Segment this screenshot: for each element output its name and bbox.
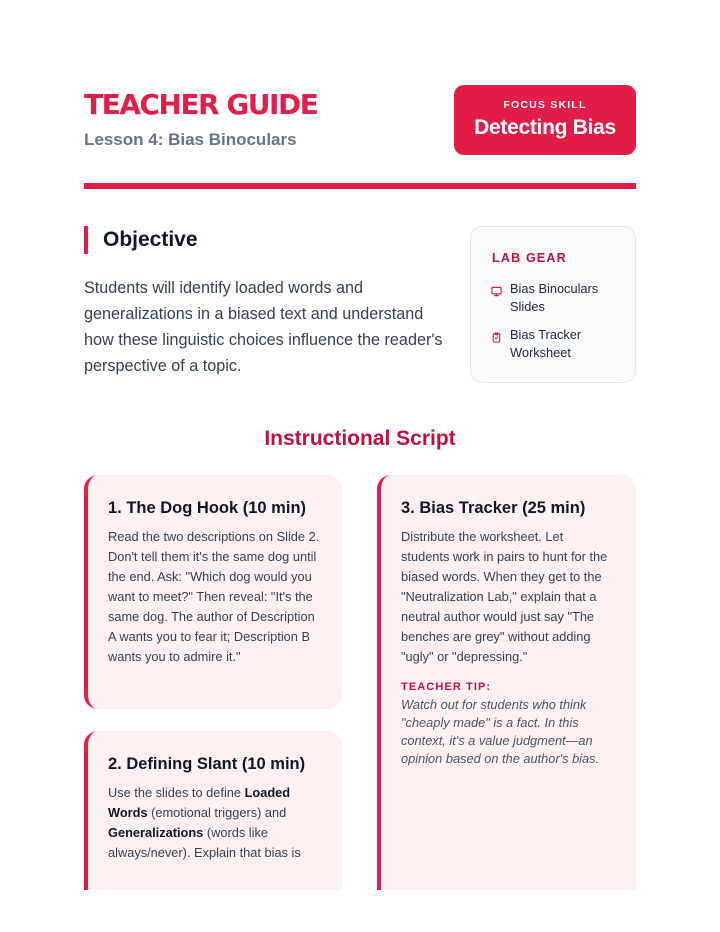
teacher-tip-label: TEACHER TIP:: [401, 681, 492, 693]
lab-gear-item-worksheet: [491, 326, 626, 362]
objective-text: Students will identify loaded words and generalizations in a biased text and understand how these linguistic choices influence the reader's perspective of a topic.: [84, 279, 443, 375]
text-segment: (words like always/never). Explain that bias is: [108, 825, 301, 860]
card-title: 1. The Dog Hook (10 min): [108, 499, 307, 517]
lab-gear-item-label: Bias Tracker Worksheet: [510, 327, 582, 360]
header: [84, 86, 636, 158]
header-divider: [84, 183, 636, 189]
focus-skill-badge: [454, 85, 636, 155]
script-card-dog-hook: [84, 475, 342, 709]
card-text: Read the two descriptions on Slide 2. Don't tell them it's the same dog until the end. Ask: "Which dog would you want to meet?" Then reveal: "It's the same dog. The author of Description A wants you to fear it; Description B wants you to admire it.": [108, 529, 320, 664]
term-generalizations: Generalizations: [108, 825, 204, 840]
term-loaded-words: Loaded Words: [108, 785, 291, 820]
clipboard-check-icon: [491, 332, 502, 343]
lab-gear-panel: [470, 226, 636, 383]
card-title: 2. Defining Slant (10 min): [108, 755, 306, 773]
instructional-script-heading: Instructional Script: [264, 427, 456, 450]
lesson-subtitle: Lesson 4: Bias Binoculars: [84, 130, 297, 149]
teacher-tip-text: Watch out for students who think "cheaply made" is a fact. In this context, it's a value judgment—an opinion based on the author's bias.: [401, 697, 600, 766]
page-title: TEACHER GUIDE: [84, 88, 318, 121]
text-segment: (emotional triggers) and: [147, 805, 287, 820]
lab-gear-title: LAB GEAR: [492, 251, 567, 265]
script-card-bias-tracker: [377, 475, 636, 890]
card-title: 3. Bias Tracker (25 min): [401, 499, 586, 517]
objective-heading: Objective: [84, 226, 198, 254]
lab-gear-item-label: Bias Binoculars Slides: [510, 281, 599, 314]
text-segment: Use the slides to define: [108, 785, 245, 800]
lab-gear-item-slides: [491, 280, 626, 316]
card-text: Distribute the worksheet. Let students work in pairs to hunt for the biased words. When they get to the "Neutralization Lab," explain that a neutral author would just say "The benches are grey" without adding "ugly" or "depressing.": [401, 529, 608, 664]
focus-skill-label: FOCUS SKILL: [503, 99, 587, 111]
card-text: [108, 783, 320, 863]
focus-skill-value: Detecting Bias: [474, 116, 616, 139]
script-card-defining-slant: [84, 731, 342, 890]
monitor-icon: [491, 286, 502, 297]
